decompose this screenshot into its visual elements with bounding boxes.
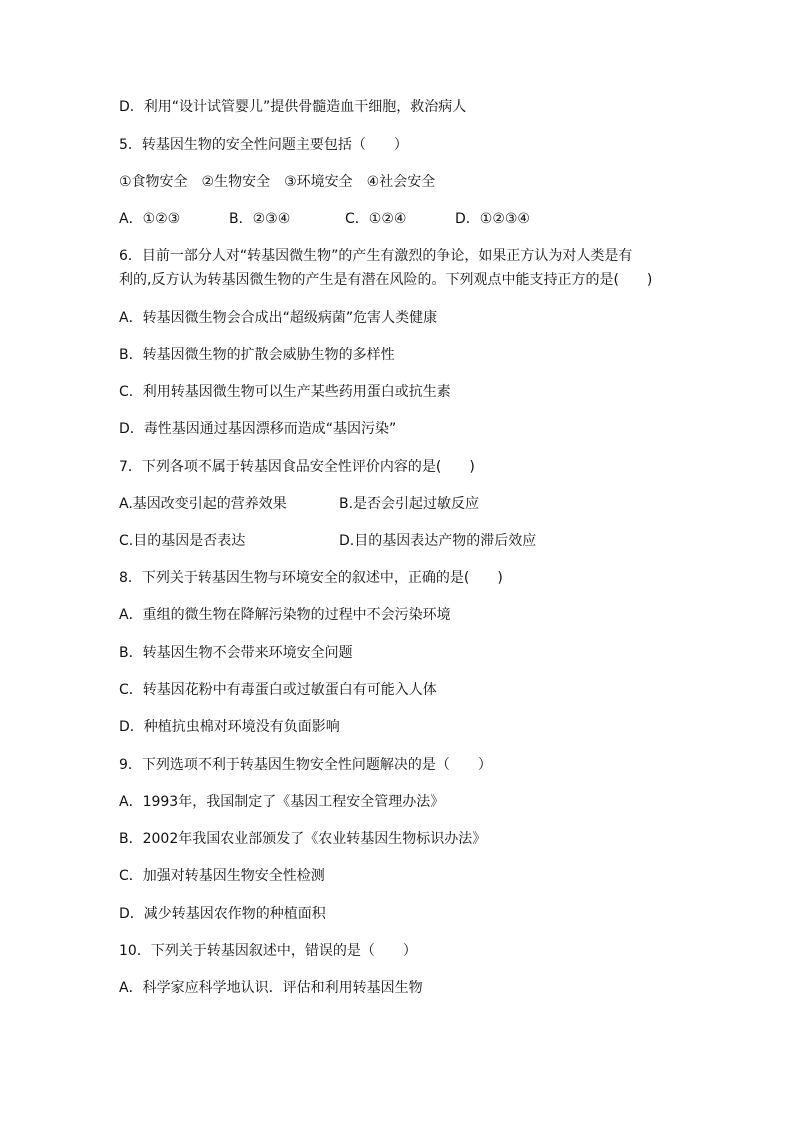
q9-stem: 9．下列选项不利于转基因生物安全性问题解决的是（ ） [119,757,492,773]
q4-option-d: D．利用“设计试管婴儿”提供骨髓造血干细胞，救治病人 [119,99,467,115]
q9-option-a: A．1993年，我国制定了《基因工程安全管理办法》 [119,794,445,810]
q8-option-d: D．种植抗虫棉对环境没有负面影响 [119,719,340,735]
q7-option-c: C.目的基因是否表达 [119,533,246,549]
q5-stem: 5．转基因生物的安全性问题主要包括（ ） [119,137,408,153]
q8-option-c: C．转基因花粉中有毒蛋白或过敏蛋白有可能入人体 [119,682,437,698]
q6-option-a: A．转基因微生物会合成出“超级病菌”危害人类健康 [119,310,438,326]
q7-stem: 7．下列各项不属于转基因食品安全性评价内容的是( ) [119,459,475,475]
q8-option-a: A．重组的微生物在降解污染物的过程中不会污染环境 [119,607,451,623]
q5-option-a: A．①②③ [119,211,181,227]
q5-option-b: B．②③④ [229,211,291,227]
q9-option-d: D．减少转基因农作物的种植面积 [119,906,326,922]
q10-option-a: A．科学家应科学地认识．评估和利用转基因生物 [119,980,423,996]
q10-stem: 10．下列关于转基因叙述中，错误的是（ ） [119,943,417,959]
q7-option-b: B.是否会引起过敏反应 [339,496,480,512]
q6-stem-line2: 利的,反方认为转基因微生物的产生是有潜在风险的。下列观点中能支持正方的是( ) [119,272,653,288]
q8-stem: 8．下列关于转基因生物与环境安全的叙述中，正确的是( ) [119,570,503,586]
q5-option-c: C．①②④ [345,211,407,227]
q5-option-d: D．①②③④ [455,211,530,227]
q5-items: ①食物安全 ②生物安全 ③环境安全 ④社会安全 [119,174,436,190]
q6-stem-line1: 6．目前一部分人对“转基因微生物”的产生有激烈的争论，如果正方认为对人类是有 [119,248,633,264]
q9-option-c: C．加强对转基因生物安全性检测 [119,868,325,884]
q8-option-b: B．转基因生物不会带来环境安全问题 [119,645,353,661]
q7-option-a: A.基因改变引起的营养效果 [119,496,287,512]
q6-option-c: C．利用转基因微生物可以生产某些药用蛋白或抗生素 [119,384,451,400]
q6-option-b: B．转基因微生物的扩散会威胁生物的多样性 [119,347,395,363]
q6-option-d: D．毒性基因通过基因漂移而造成“基因污染” [119,421,397,437]
q7-option-d: D.目的基因表达产物的滞后效应 [339,533,537,549]
q9-option-b: B．2002年我国农业部颁发了《农业转基因生物标识办法》 [119,831,487,847]
